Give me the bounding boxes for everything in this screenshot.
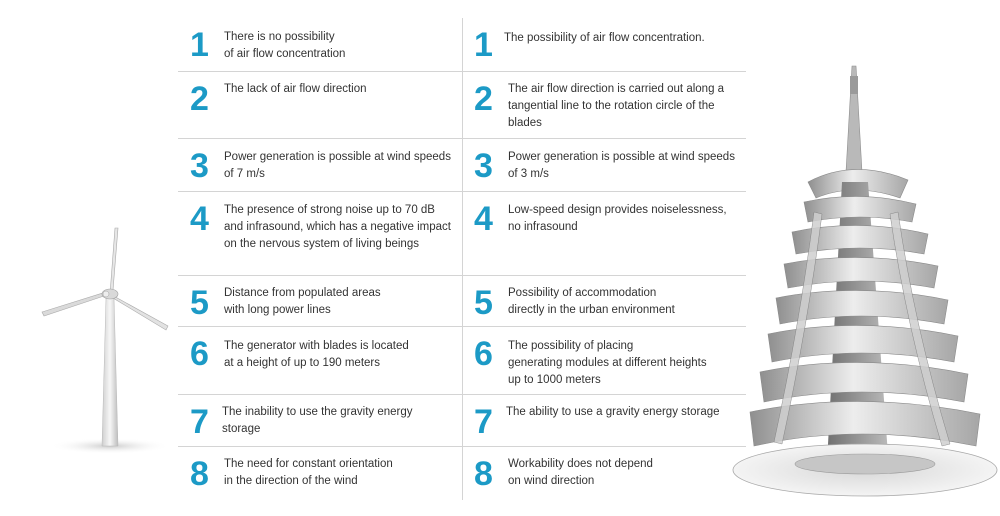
- table-row: [178, 447, 746, 500]
- item-text: Low-speed design provides noiselessness, no infrasound: [508, 204, 727, 233]
- item-number: 5: [190, 284, 209, 322]
- table-row: [178, 192, 746, 276]
- conventional-turbine-cell: [178, 276, 462, 326]
- item-text: Power generation is possible at wind speeds of 3 m/s: [508, 151, 735, 180]
- item-number: 7: [474, 403, 493, 441]
- tower-cell: [462, 395, 746, 446]
- item-number: 3: [190, 147, 209, 185]
- item-number: 1: [474, 26, 493, 64]
- conventional-turbine-cell: [178, 18, 462, 71]
- item-number: 8: [474, 455, 493, 493]
- conventional-turbine-cell: [178, 192, 462, 275]
- tower-cell: [462, 447, 746, 500]
- item-text: The lack of air flow direction: [224, 83, 367, 95]
- tower-cell: [462, 139, 746, 191]
- tower-cell: [462, 192, 746, 275]
- item-text: There is no possibility of air flow concentration: [224, 31, 346, 60]
- conventional-turbine-cell: [178, 139, 462, 191]
- item-number: 6: [190, 335, 209, 373]
- table-row: [178, 72, 746, 139]
- conventional-turbine-cell: [178, 72, 462, 138]
- item-number: 1: [190, 26, 209, 64]
- table-row: [178, 18, 746, 72]
- item-text: The need for constant orientation in the direction of the wind: [224, 458, 393, 487]
- conventional-turbine-cell: [178, 395, 462, 446]
- tower-cell: [462, 18, 746, 71]
- item-text: The inability to use the gravity energy storage: [222, 406, 413, 435]
- item-text: The possibility of placing generating modules at different heights up to 1000 meters: [508, 340, 707, 386]
- item-text: Power generation is possible at wind speeds of 7 m/s: [224, 151, 451, 180]
- item-text: Possibility of accommodation directly in the urban environment: [508, 287, 675, 316]
- item-number: 4: [474, 200, 493, 238]
- item-text: The generator with blades is located at a height of up to 190 meters: [224, 340, 409, 369]
- item-number: 5: [474, 284, 493, 322]
- item-text: Workability does not depend on wind direction: [508, 458, 653, 487]
- conventional-turbine-cell: [178, 327, 462, 394]
- wind-tower-illustration: [730, 62, 1000, 502]
- item-number: 7: [190, 403, 209, 441]
- tower-cell: [462, 72, 746, 138]
- tower-cell: [462, 327, 746, 394]
- item-text: The air flow direction is carried out along a tangential line to the rotation circle of the blades: [508, 83, 725, 129]
- conventional-turbine-cell: [178, 447, 462, 500]
- item-text: Distance from populated areas with long power lines: [224, 287, 381, 316]
- table-row: [178, 139, 746, 192]
- wind-turbine-illustration: [30, 220, 180, 460]
- table-row: [178, 276, 746, 327]
- item-number: 3: [474, 147, 493, 185]
- comparison-table: [178, 18, 746, 500]
- table-row: [178, 327, 746, 395]
- tower-cell: [462, 276, 746, 326]
- item-number: 4: [190, 200, 209, 238]
- item-number: 8: [190, 455, 209, 493]
- item-number: 2: [474, 80, 493, 118]
- item-text: The ability to use a gravity energy storage: [506, 406, 720, 418]
- item-number: 6: [474, 335, 493, 373]
- item-number: 2: [190, 80, 209, 118]
- item-text: The possibility of air flow concentration.: [504, 32, 705, 44]
- table-row: [178, 395, 746, 447]
- item-text: The presence of strong noise up to 70 dB and infrasound, which has a negative impact on the nervous system of living beings: [224, 204, 451, 250]
